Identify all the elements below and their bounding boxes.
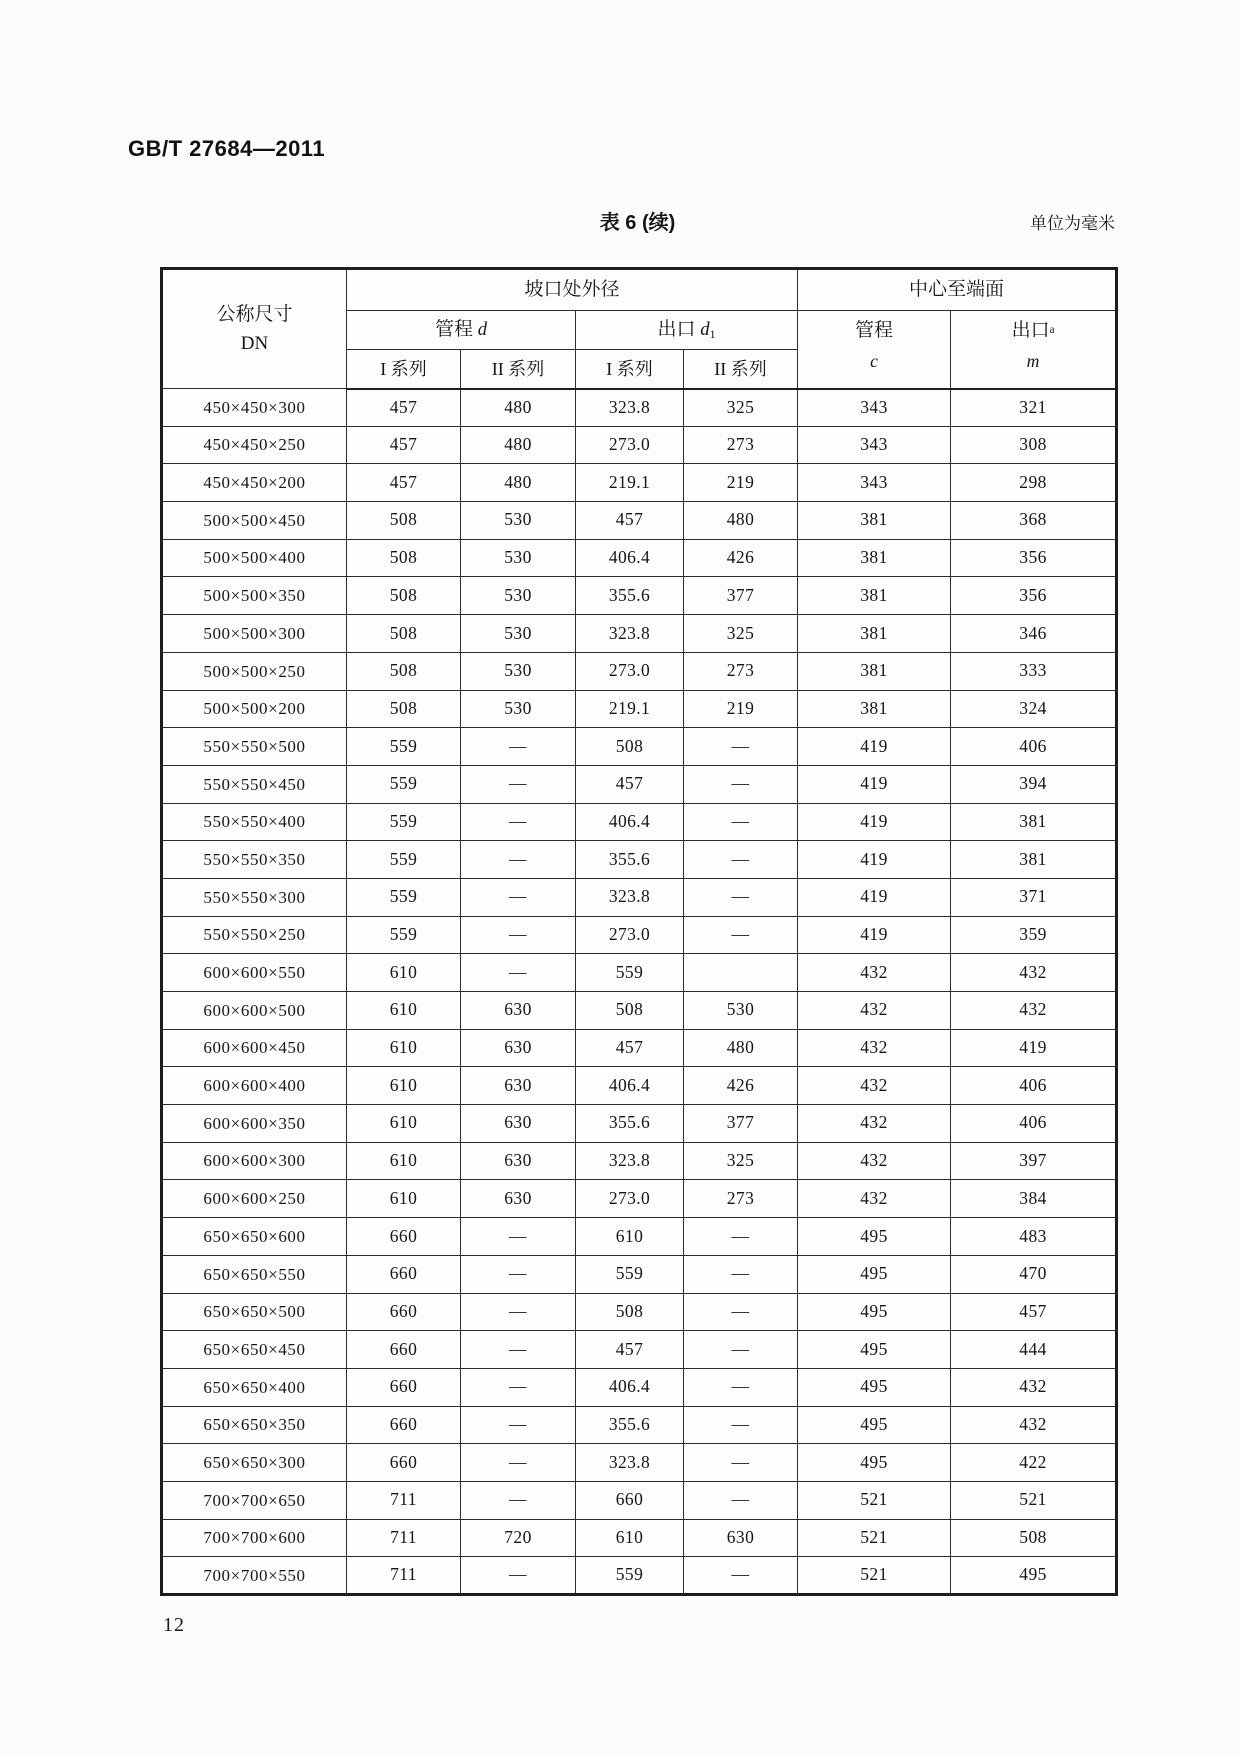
value-cell: 432	[798, 1029, 951, 1067]
header-center-to-end-group: 中心至端面	[798, 269, 1117, 311]
header-center-outlet	[951, 311, 1117, 389]
value-cell: 419	[798, 803, 951, 841]
value-cell: 457	[347, 464, 461, 502]
unit-note: 单位为毫米	[1030, 214, 1115, 233]
value-cell: 495	[951, 1557, 1117, 1595]
value-cell: —	[461, 1557, 576, 1595]
table-body	[162, 389, 1117, 1595]
value-cell: 273	[684, 426, 798, 464]
value-cell: —	[461, 916, 576, 954]
table-row	[162, 1557, 1117, 1595]
value-cell: 630	[684, 1519, 798, 1557]
value-cell: 219	[684, 690, 798, 728]
value-cell: 432	[798, 1142, 951, 1180]
value-cell: 325	[684, 615, 798, 653]
value-cell: 397	[951, 1142, 1117, 1180]
value-cell: 508	[347, 502, 461, 540]
value-cell: 457	[576, 1029, 684, 1067]
value-cell: 521	[951, 1481, 1117, 1519]
value-cell: —	[684, 803, 798, 841]
value-cell: —	[461, 1218, 576, 1256]
value-cell: 711	[347, 1481, 461, 1519]
value-cell: 457	[347, 389, 461, 427]
value-cell: 610	[347, 1105, 461, 1143]
value-cell: 371	[951, 878, 1117, 916]
header-row-groups	[162, 269, 1117, 311]
dn-cell: 650×650×350	[162, 1406, 347, 1444]
table-row	[162, 916, 1117, 954]
value-cell: 610	[347, 1180, 461, 1218]
value-cell: 419	[798, 916, 951, 954]
value-cell: 559	[347, 916, 461, 954]
pipe-run-label: 管程	[434, 319, 473, 341]
table-row	[162, 1218, 1117, 1256]
value-cell: 660	[347, 1255, 461, 1293]
value-cell: 419	[951, 1029, 1117, 1067]
dn-cell: 500×500×200	[162, 690, 347, 728]
value-cell: 559	[347, 728, 461, 766]
value-cell: —	[461, 1481, 576, 1519]
value-cell: 559	[576, 1557, 684, 1595]
dimension-table	[160, 267, 1118, 1596]
value-cell: 406.4	[576, 539, 684, 577]
table-row	[162, 615, 1117, 653]
value-cell: 720	[461, 1519, 576, 1557]
value-cell: 610	[347, 1142, 461, 1180]
table-row	[162, 841, 1117, 879]
value-cell: 325	[684, 1142, 798, 1180]
header-nominal-size	[162, 269, 347, 389]
table-row	[162, 539, 1117, 577]
value-cell: 444	[951, 1331, 1117, 1369]
outlet-variable-subscript: 1	[709, 327, 716, 341]
value-cell: 495	[798, 1218, 951, 1256]
value-cell: 432	[798, 1180, 951, 1218]
value-cell: 495	[798, 1406, 951, 1444]
value-cell: 298	[951, 464, 1117, 502]
value-cell: 508	[347, 652, 461, 690]
value-cell: —	[461, 765, 576, 803]
value-cell: 219	[684, 464, 798, 502]
value-cell: 495	[798, 1368, 951, 1406]
table-row	[162, 1180, 1117, 1218]
dn-cell: 650×650×450	[162, 1331, 347, 1369]
dn-cell: 600×600×500	[162, 992, 347, 1030]
value-cell: —	[461, 1331, 576, 1369]
value-cell: 355.6	[576, 1105, 684, 1143]
header-pipe-run-d	[347, 311, 576, 350]
value-cell: 381	[951, 803, 1117, 841]
header-pipe-run-series-2: II 系列	[461, 350, 576, 389]
value-cell: 355.6	[576, 1406, 684, 1444]
value-cell: 333	[951, 652, 1117, 690]
value-cell: 610	[347, 992, 461, 1030]
value-cell: —	[461, 878, 576, 916]
value-cell: 610	[576, 1218, 684, 1256]
value-cell: —	[684, 841, 798, 879]
value-cell: 273.0	[576, 652, 684, 690]
value-cell: 394	[951, 765, 1117, 803]
value-cell: —	[461, 1293, 576, 1331]
value-cell: 432	[951, 992, 1117, 1030]
table-row	[162, 577, 1117, 615]
dn-cell: 650×650×600	[162, 1218, 347, 1256]
value-cell: 495	[798, 1293, 951, 1331]
value-cell: 219.1	[576, 690, 684, 728]
dn-cell: 600×600×350	[162, 1105, 347, 1143]
value-cell: 308	[951, 426, 1117, 464]
value-cell: —	[684, 1293, 798, 1331]
value-cell: —	[461, 803, 576, 841]
value-cell: —	[684, 1255, 798, 1293]
value-cell: 660	[347, 1331, 461, 1369]
value-cell: —	[684, 1218, 798, 1256]
value-cell: 377	[684, 1105, 798, 1143]
dn-cell: 650×650×400	[162, 1368, 347, 1406]
value-cell: 273.0	[576, 426, 684, 464]
dn-cell: 500×500×350	[162, 577, 347, 615]
value-cell: 660	[347, 1368, 461, 1406]
pipe-run-variable: d	[477, 319, 488, 341]
value-cell: 432	[798, 954, 951, 992]
value-cell: 457	[576, 502, 684, 540]
value-cell: 355.6	[576, 841, 684, 879]
value-cell: 432	[798, 1067, 951, 1105]
value-cell: 508	[576, 728, 684, 766]
center-pipe-run-variable: c	[870, 351, 878, 372]
value-cell: 381	[798, 502, 951, 540]
value-cell: —	[684, 1331, 798, 1369]
table-row	[162, 502, 1117, 540]
value-cell: 483	[951, 1218, 1117, 1256]
value-cell: 559	[576, 1255, 684, 1293]
value-cell: 457	[576, 765, 684, 803]
value-cell: —	[461, 1406, 576, 1444]
value-cell: 508	[347, 615, 461, 653]
page-number: 12	[163, 1614, 185, 1636]
value-cell: 530	[461, 690, 576, 728]
value-cell: —	[684, 1481, 798, 1519]
value-cell: 406	[951, 1105, 1117, 1143]
value-cell: 630	[461, 1029, 576, 1067]
value-cell: 530	[461, 615, 576, 653]
value-cell: 323.8	[576, 878, 684, 916]
value-cell: 480	[684, 1029, 798, 1067]
table-row	[162, 728, 1117, 766]
value-cell: 419	[798, 878, 951, 916]
value-cell: 610	[347, 954, 461, 992]
table-row	[162, 1067, 1117, 1105]
table-row	[162, 803, 1117, 841]
header-outlet-series-2: II 系列	[684, 350, 798, 389]
value-cell: 406.4	[576, 1368, 684, 1406]
nominal-size-label: 公称尺寸	[216, 303, 293, 325]
value-cell: —	[461, 728, 576, 766]
value-cell: —	[461, 841, 576, 879]
value-cell: 406	[951, 1067, 1117, 1105]
value-cell: 323.8	[576, 615, 684, 653]
table-row	[162, 1444, 1117, 1482]
value-cell: 630	[461, 992, 576, 1030]
outlet-variable: d	[700, 318, 710, 340]
table-row	[162, 1406, 1117, 1444]
table-row	[162, 954, 1117, 992]
nominal-size-dn-label: DN	[240, 333, 269, 354]
value-cell: 419	[798, 765, 951, 803]
dn-cell: 600×600×250	[162, 1180, 347, 1218]
value-cell: 377	[684, 577, 798, 615]
doc-number: GB/T 27684—2011	[128, 136, 326, 161]
value-cell: 381	[798, 690, 951, 728]
value-cell: 273.0	[576, 916, 684, 954]
dn-cell: 450×450×200	[162, 464, 347, 502]
value-cell: 530	[461, 502, 576, 540]
value-cell: —	[684, 1406, 798, 1444]
value-cell: 630	[461, 1105, 576, 1143]
value-cell: 457	[951, 1293, 1117, 1331]
value-cell: 521	[798, 1519, 951, 1557]
dn-cell: 450×450×300	[162, 389, 347, 427]
value-cell: 384	[951, 1180, 1117, 1218]
dn-cell: 500×500×450	[162, 502, 347, 540]
value-cell: 660	[347, 1218, 461, 1256]
dn-cell: 650×650×550	[162, 1255, 347, 1293]
dn-cell: 550×550×250	[162, 916, 347, 954]
value-cell: —	[684, 1444, 798, 1482]
dn-cell: 500×500×400	[162, 539, 347, 577]
value-cell: 359	[951, 916, 1117, 954]
value-cell: 559	[347, 765, 461, 803]
value-cell: 610	[576, 1519, 684, 1557]
value-cell: 711	[347, 1557, 461, 1595]
dn-cell: 700×700×600	[162, 1519, 347, 1557]
value-cell: 273.0	[576, 1180, 684, 1218]
value-cell: 355.6	[576, 577, 684, 615]
value-cell: 381	[798, 539, 951, 577]
value-cell: 323.8	[576, 389, 684, 427]
value-cell: 630	[461, 1180, 576, 1218]
value-cell: —	[461, 1444, 576, 1482]
value-cell: 219.1	[576, 464, 684, 502]
value-cell: 508	[347, 577, 461, 615]
table-row	[162, 389, 1117, 427]
value-cell: 508	[576, 992, 684, 1030]
value-cell: 630	[461, 1067, 576, 1105]
table-row	[162, 426, 1117, 464]
table-row	[162, 1142, 1117, 1180]
value-cell: —	[684, 916, 798, 954]
table-row	[162, 1293, 1117, 1331]
table-row	[162, 1255, 1117, 1293]
value-cell: 530	[684, 992, 798, 1030]
value-cell: 422	[951, 1444, 1117, 1482]
table-row	[162, 1029, 1117, 1067]
value-cell: 711	[347, 1519, 461, 1557]
value-cell: 660	[576, 1481, 684, 1519]
value-cell: 381	[798, 652, 951, 690]
value-cell: 495	[798, 1444, 951, 1482]
table-row	[162, 1105, 1117, 1143]
table-row	[162, 690, 1117, 728]
value-cell: 480	[461, 464, 576, 502]
value-cell: 610	[347, 1029, 461, 1067]
dn-cell: 550×550×450	[162, 765, 347, 803]
value-cell: 323.8	[576, 1142, 684, 1180]
value-cell: 419	[798, 728, 951, 766]
center-outlet-variable: m	[1026, 351, 1040, 372]
dn-cell: 650×650×300	[162, 1444, 347, 1482]
value-cell: 530	[461, 539, 576, 577]
value-cell: 457	[576, 1331, 684, 1369]
value-cell: 432	[951, 954, 1117, 992]
value-cell: 273	[684, 652, 798, 690]
value-cell: 470	[951, 1255, 1117, 1293]
value-cell: 273	[684, 1180, 798, 1218]
dn-cell: 550×550×500	[162, 728, 347, 766]
value-cell: 480	[461, 389, 576, 427]
value-cell: 508	[347, 539, 461, 577]
table-row	[162, 652, 1117, 690]
value-cell: 426	[684, 539, 798, 577]
value-cell: 325	[684, 389, 798, 427]
value-cell: 660	[347, 1293, 461, 1331]
value-cell: 495	[798, 1255, 951, 1293]
dn-cell: 600×600×300	[162, 1142, 347, 1180]
value-cell: 356	[951, 577, 1117, 615]
value-cell: 559	[576, 954, 684, 992]
value-cell: —	[684, 1557, 798, 1595]
value-cell: 559	[347, 841, 461, 879]
dn-cell: 600×600×550	[162, 954, 347, 992]
value-cell: 324	[951, 690, 1117, 728]
dn-cell: 500×500×300	[162, 615, 347, 653]
dn-cell: 650×650×500	[162, 1293, 347, 1331]
value-cell: 426	[684, 1067, 798, 1105]
value-cell: —	[684, 728, 798, 766]
header-groove-od-group: 坡口处外径	[347, 269, 798, 311]
header-outlet-d1	[576, 311, 798, 350]
value-cell: —	[684, 1368, 798, 1406]
value-cell	[684, 954, 798, 992]
value-cell: 559	[347, 803, 461, 841]
value-cell: 457	[347, 426, 461, 464]
header-center-pipe-run	[798, 311, 951, 389]
value-cell: 480	[684, 502, 798, 540]
value-cell: 381	[951, 841, 1117, 879]
center-outlet-label: 出口	[1011, 319, 1050, 341]
value-cell: 381	[798, 615, 951, 653]
dn-cell: 600×600×450	[162, 1029, 347, 1067]
dn-cell: 450×450×250	[162, 426, 347, 464]
value-cell: 419	[798, 841, 951, 879]
value-cell: 530	[461, 652, 576, 690]
value-cell: —	[684, 765, 798, 803]
value-cell: 610	[347, 1067, 461, 1105]
value-cell: 508	[951, 1519, 1117, 1557]
value-cell: 521	[798, 1557, 951, 1595]
table-row	[162, 464, 1117, 502]
value-cell: 406.4	[576, 1067, 684, 1105]
dn-cell: 700×700×650	[162, 1481, 347, 1519]
value-cell: 368	[951, 502, 1117, 540]
value-cell: 630	[461, 1142, 576, 1180]
table-row	[162, 1481, 1117, 1519]
value-cell: 343	[798, 426, 951, 464]
dn-cell: 700×700×550	[162, 1557, 347, 1595]
value-cell: 660	[347, 1444, 461, 1482]
table-row	[162, 1519, 1117, 1557]
value-cell: 508	[347, 690, 461, 728]
dn-cell: 550×550×400	[162, 803, 347, 841]
value-cell: 356	[951, 539, 1117, 577]
table-row	[162, 1368, 1117, 1406]
dn-cell: 600×600×400	[162, 1067, 347, 1105]
value-cell: 521	[798, 1481, 951, 1519]
dn-cell: 500×500×250	[162, 652, 347, 690]
table-row	[162, 765, 1117, 803]
value-cell: 480	[461, 426, 576, 464]
value-cell: 406	[951, 728, 1117, 766]
value-cell: 530	[461, 577, 576, 615]
dn-cell: 550×550×300	[162, 878, 347, 916]
value-cell: 432	[951, 1406, 1117, 1444]
center-outlet-footnote-marker: a	[1049, 323, 1055, 336]
value-cell: 660	[347, 1406, 461, 1444]
header-pipe-run-series-1: I 系列	[347, 350, 461, 389]
value-cell: 432	[798, 992, 951, 1030]
value-cell: 432	[798, 1105, 951, 1143]
header-outlet-series-1: I 系列	[576, 350, 684, 389]
table-title: 表 6 (续)	[599, 212, 676, 234]
value-cell: 432	[951, 1368, 1117, 1406]
value-cell: 508	[576, 1293, 684, 1331]
value-cell: 321	[951, 389, 1117, 427]
dn-cell: 550×550×350	[162, 841, 347, 879]
value-cell: 559	[347, 878, 461, 916]
table-row	[162, 1331, 1117, 1369]
value-cell: 346	[951, 615, 1117, 653]
value-cell: —	[461, 1368, 576, 1406]
value-cell: 323.8	[576, 1444, 684, 1482]
table-row	[162, 992, 1117, 1030]
value-cell: —	[461, 1255, 576, 1293]
value-cell: 381	[798, 577, 951, 615]
value-cell: —	[461, 954, 576, 992]
center-pipe-run-label: 管程	[855, 319, 894, 341]
outlet-label: 出口	[657, 318, 696, 340]
value-cell: 343	[798, 389, 951, 427]
table-row	[162, 878, 1117, 916]
value-cell: 343	[798, 464, 951, 502]
value-cell: —	[684, 878, 798, 916]
value-cell: 495	[798, 1331, 951, 1369]
value-cell: 406.4	[576, 803, 684, 841]
